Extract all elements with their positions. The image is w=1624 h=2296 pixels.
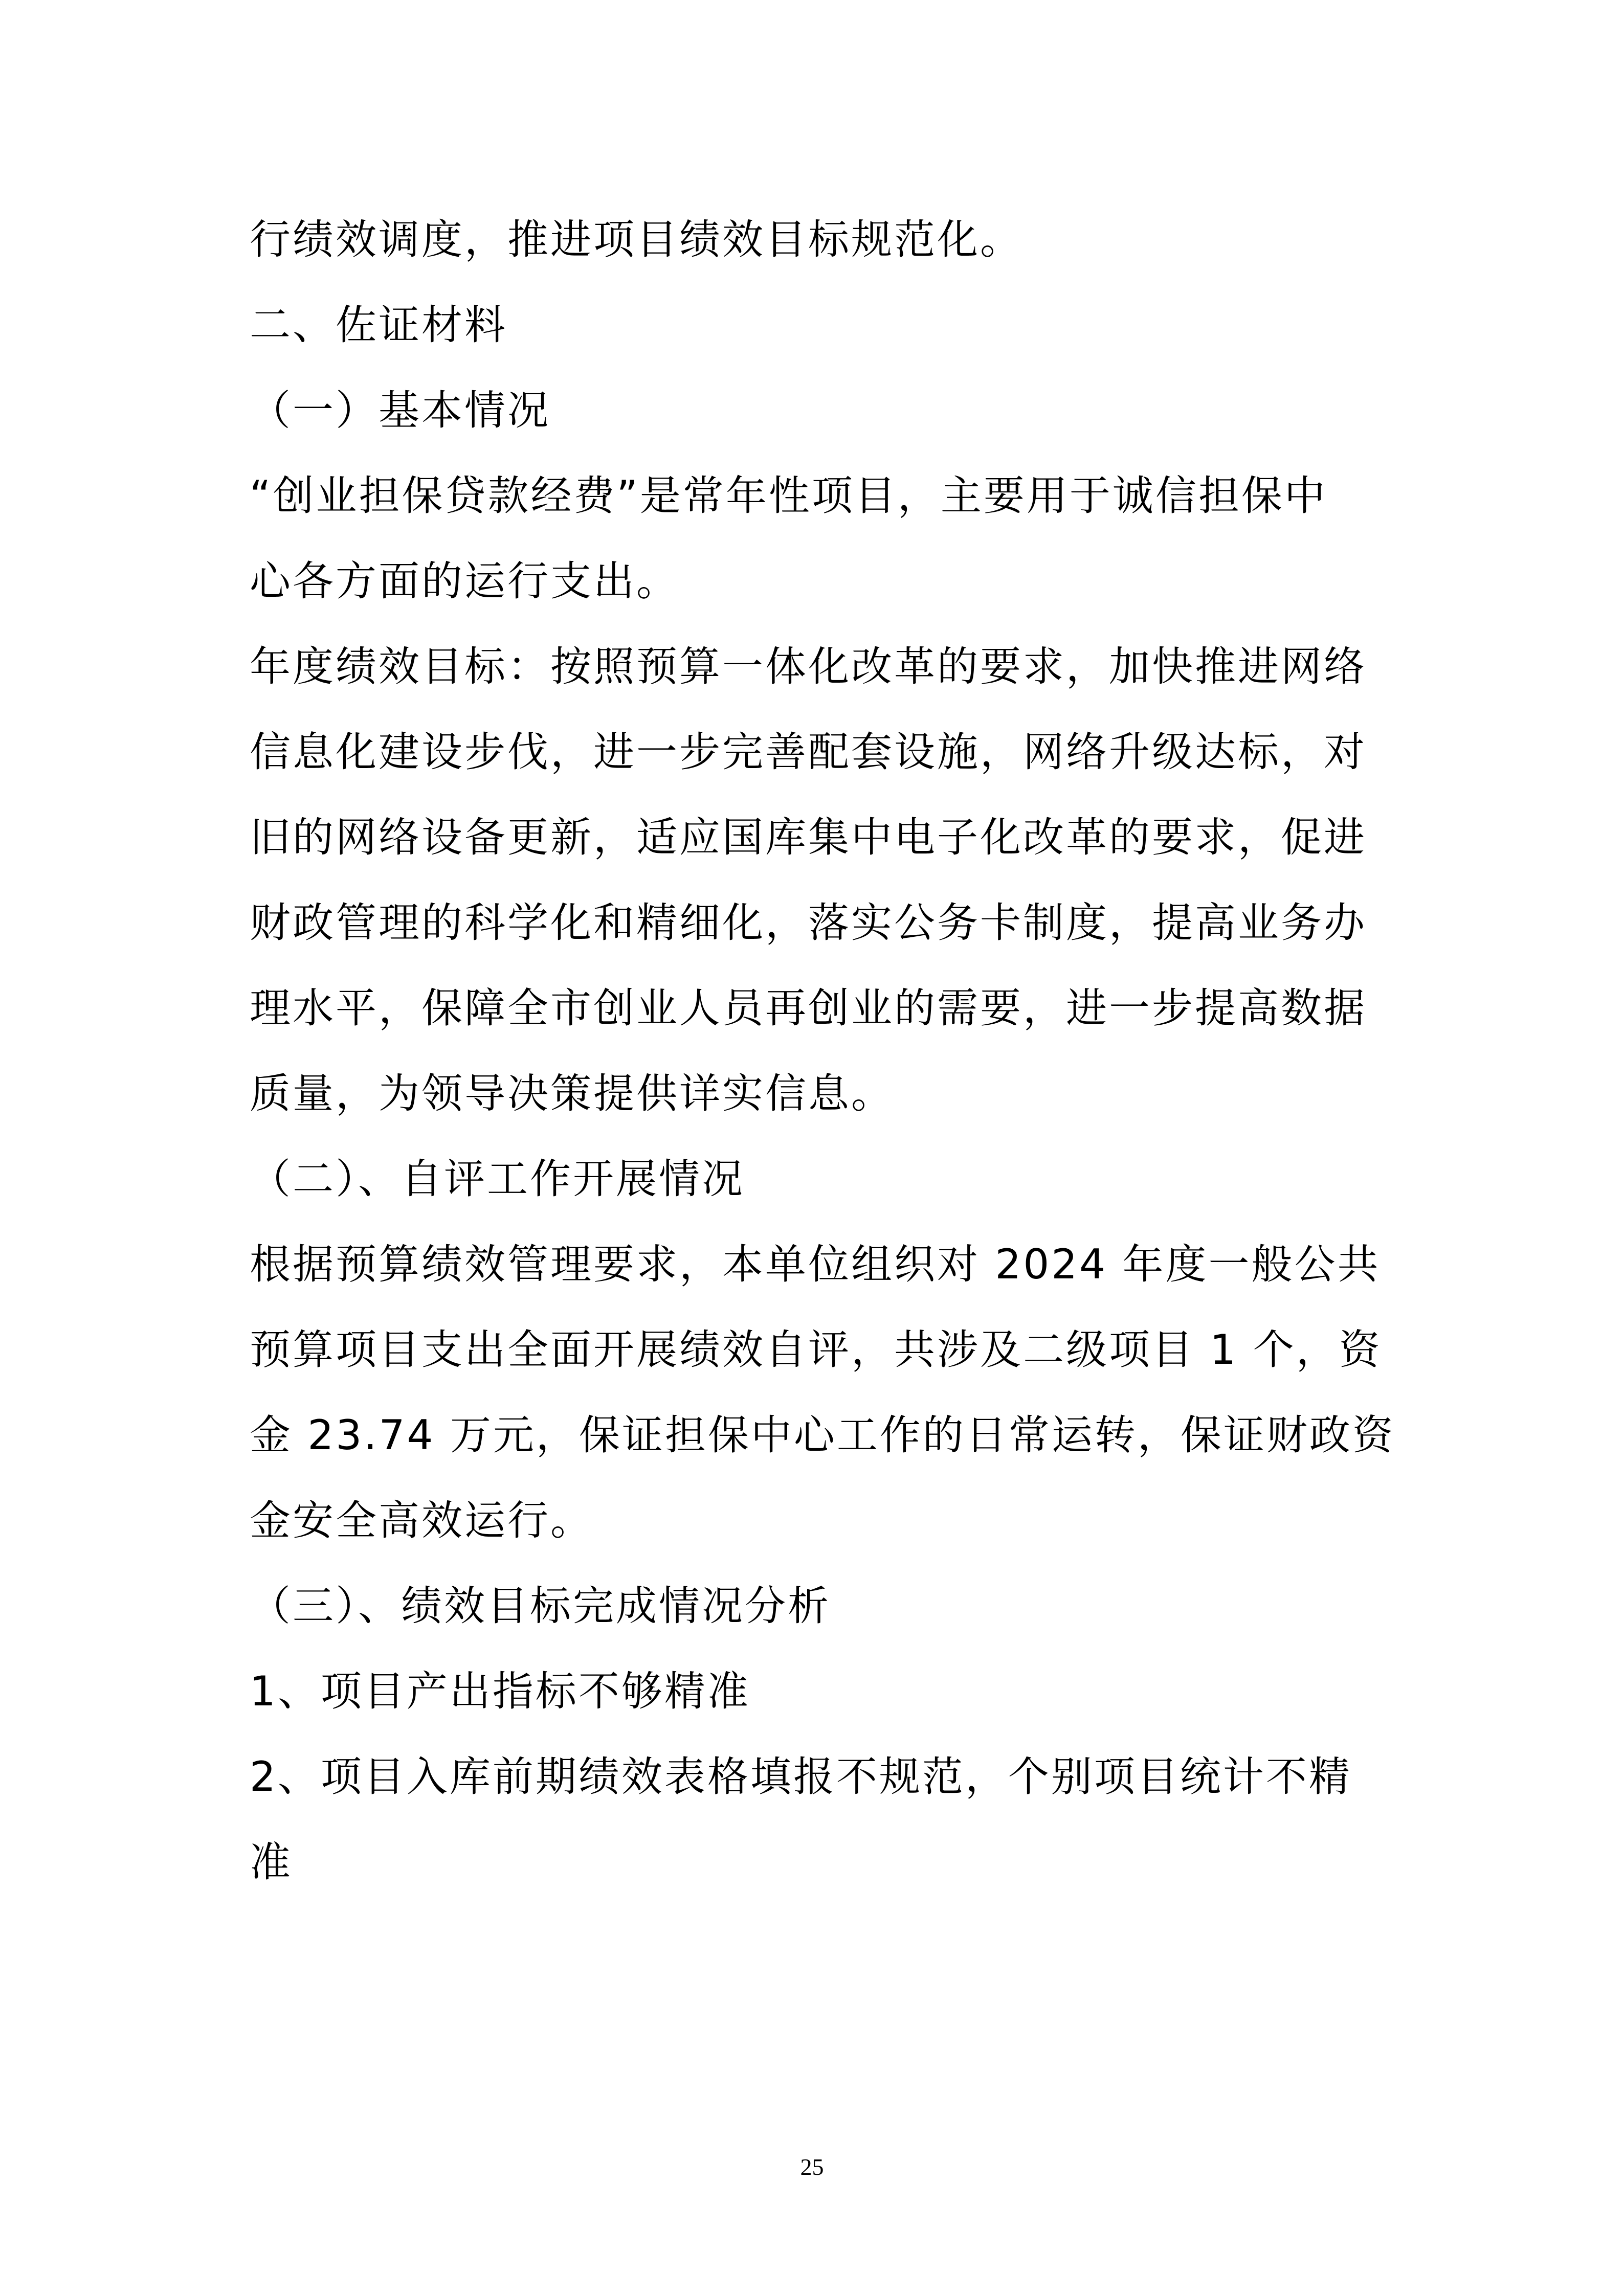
text-line: 二、佐证材料: [250, 301, 507, 349]
text-line: 1、项目产出指标不够精准: [250, 1668, 750, 1715]
text-line: 年度绩效目标：按照预算一体化改革的要求，加快推进网络: [250, 643, 1367, 690]
text-line: （一）基本情况: [250, 387, 550, 434]
paragraph-project-description: [250, 453, 1390, 624]
text-line: 2、项目入库前期绩效表格填报不规范，个别项目统计不精: [250, 1753, 1352, 1800]
text-line: 信息化建设步伐，进一步完善配套设施，网络升级达标，对: [250, 728, 1367, 776]
text-line: 预算项目支出全面开展绩效自评，共涉及二级项目 1 个，资: [250, 1326, 1382, 1374]
text-line: （三）、绩效目标完成情况分析: [250, 1582, 831, 1630]
subheading-basic-situation: [250, 368, 1390, 453]
text-line: 质量，为领导决策提供详实信息。: [250, 1070, 894, 1117]
subheading-self-evaluation: [250, 1136, 1390, 1222]
paragraph-annual-goals: [250, 624, 1390, 1136]
paragraph-self-evaluation: [250, 1222, 1395, 1563]
document-body: [250, 197, 1395, 1905]
text-line: “创业担保贷款经费”是常年性项目，主要用于诚信担保中: [250, 472, 1327, 520]
text-line: 行绩效调度，推进项目绩效目标规范化。: [250, 216, 1023, 263]
text-line: 心各方面的运行支出。: [250, 557, 679, 605]
paragraph-performance-scheduling: [250, 197, 1390, 282]
text-line: 金安全高效运行。: [250, 1497, 593, 1544]
list-item-2: [250, 1734, 1390, 1905]
text-line: 财政管理的科学化和精细化，落实公务卡制度，提高业务办: [250, 899, 1367, 947]
text-line: 旧的网络设备更新，适应国库集中电子化改革的要求，促进: [250, 814, 1367, 861]
text-line: （二）、自评工作开展情况: [250, 1155, 745, 1203]
text-line: 根据预算绩效管理要求，本单位组织对 2024 年度一般公共: [250, 1241, 1381, 1288]
page-number: 25: [800, 2154, 824, 2180]
heading-supporting-materials: [250, 282, 1390, 368]
subheading-goal-analysis: [250, 1563, 1390, 1649]
text-line: 理水平，保障全市创业人员再创业的需要，进一步提高数据: [250, 984, 1367, 1032]
text-line: 准: [250, 1838, 293, 1886]
list-item-1: [250, 1649, 1390, 1734]
text-line: 金 23.74 万元，保证担保中心工作的日常运转，保证财政资: [250, 1411, 1395, 1459]
